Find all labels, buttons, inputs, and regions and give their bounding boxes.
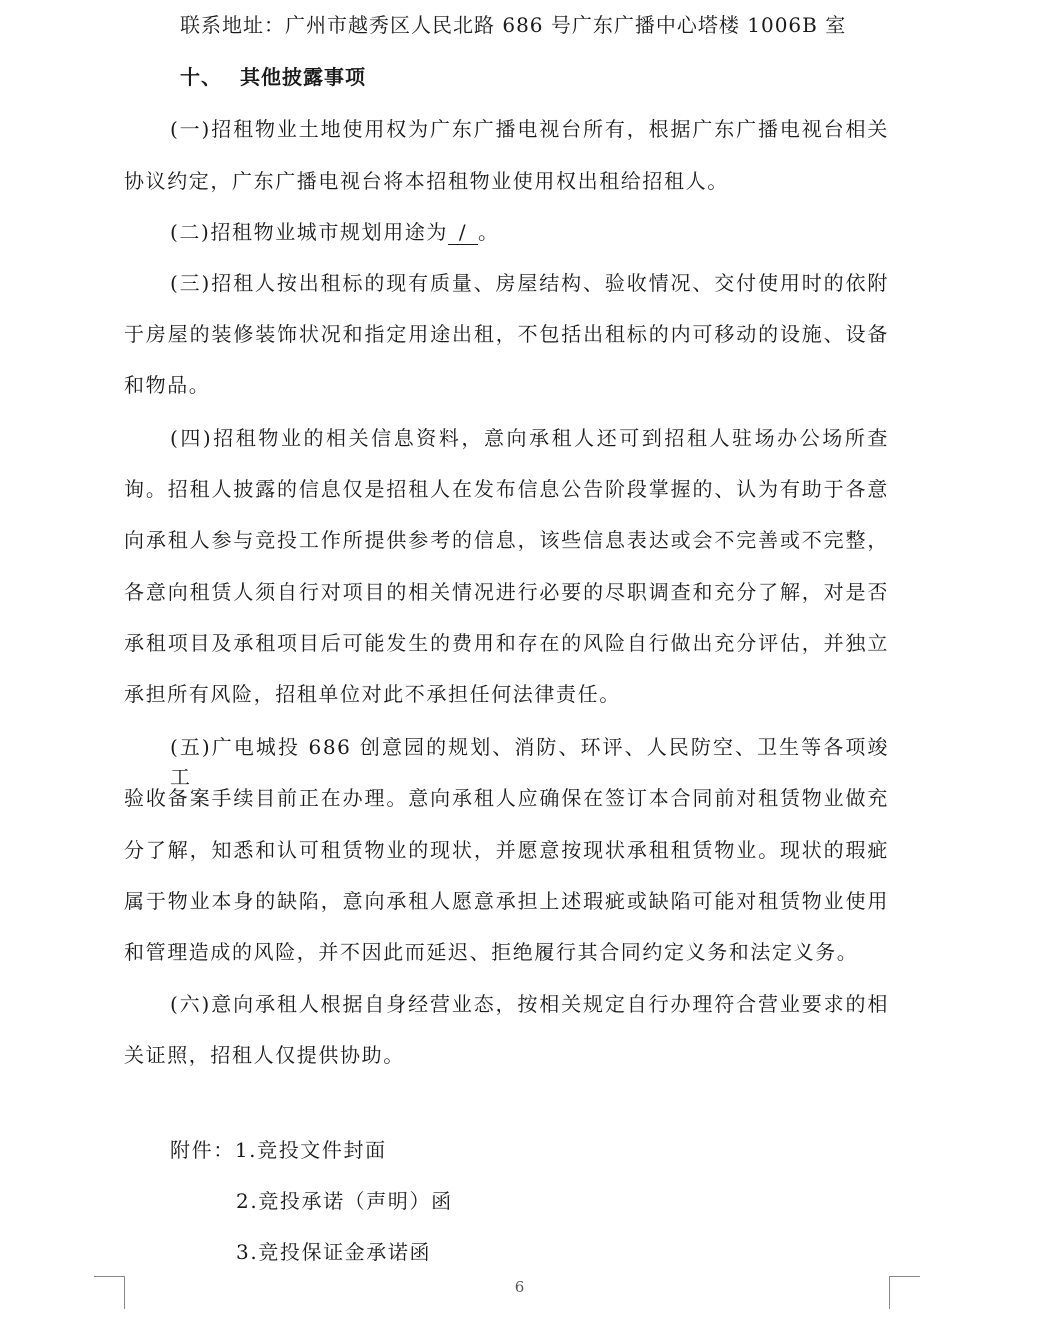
page-number: 6 <box>514 1278 525 1296</box>
section-heading <box>180 62 945 92</box>
paragraph-2-suffix: 。 <box>478 220 500 244</box>
paragraph-2-prefix: (二)招租物业城市规划用途为 <box>170 220 449 244</box>
attachment-item-3: 3.竞投保证金承诺函 <box>236 1240 432 1264</box>
paragraph-4-line-3: 向承租人参与竞投工作所提供参考的信息，该些信息表达或会不完善或不完整， <box>124 528 889 552</box>
paragraph-4-line-6: 承担所有风险，招租单位对此不承担任何法律责任。 <box>124 682 621 706</box>
paragraph-4-line-1: (四)招租物业的相关信息资料，意向承租人还可到招租人驻场办公场所查 <box>170 426 889 450</box>
paragraph-5-line-5: 和管理造成的风险，并不因此而延迟、拒绝履行其合同约定义务和法定义务。 <box>124 940 859 964</box>
section-number: 十、 <box>180 65 222 89</box>
planning-use-blank: / <box>448 220 478 245</box>
attachment-item-2: 2.竞投承诺（声明）函 <box>236 1189 453 1213</box>
paragraph-4-line-4: 各意向租赁人须自行对项目的相关情况进行必要的尽职调查和充分了解，对是否 <box>124 580 889 604</box>
paragraph-6-line-2: 关证照，招租人仅提供协助。 <box>124 1043 405 1067</box>
attachments-label-text: 附件： <box>170 1138 235 1162</box>
paragraph-3-line-2: 于房屋的装修装饰状况和指定用途出租，不包括出租标的内可移动的设施、设备 <box>124 322 889 346</box>
paragraph-3-line-3: 和物品。 <box>124 373 211 397</box>
paragraph-5-line-4: 属于物业本身的缺陷，意向承租人愿意承担上述瑕疵或缺陷可能对租赁物业使用 <box>124 889 889 913</box>
paragraph-1-line-1: (一)招租物业土地使用权为广东广播电视台所有，根据广东广播电视台相关 <box>170 117 889 141</box>
paragraph-6-line-1: (六)意向承租人根据自身经营业态，按相关规定自行办理符合营业要求的相 <box>170 992 889 1016</box>
section-title: 其他披露事项 <box>240 65 366 89</box>
paragraph-4-line-5: 承租项目及承租项目后可能发生的费用和存在的风险自行做出充分评估，并独立 <box>124 631 889 655</box>
paragraph-4-line-2: 询。招租人披露的信息仅是招租人在发布信息公告阶段掌握的、认为有助于各意 <box>124 477 889 501</box>
paragraph-5-line-2: 验收备案手续目前正在办理。意向承租人应确保在签订本合同前对租赁物业做充 <box>124 786 889 810</box>
paragraph-2 <box>170 217 889 247</box>
paragraph-5-line-3: 分了解，知悉和认可租赁物业的现状，并愿意按现状承租租赁物业。现状的瑕疵 <box>124 838 889 862</box>
attachments-label <box>170 1135 470 1165</box>
attachment-item-1: 1.竞投文件封面 <box>234 1138 387 1162</box>
paragraph-5-line-1: (五)广电城投 686 创意园的规划、消防、环评、人民防空、卫生等各项竣工 <box>170 735 889 789</box>
contact-address: 联系地址：广州市越秀区人民北路 686 号广东广播中心塔楼 1006B 室 <box>180 13 847 37</box>
paragraph-1-line-2: 协议约定，广东广播电视台将本招租物业使用权出租给招租人。 <box>124 169 729 193</box>
paragraph-3-line-1: (三)招租人按出租标的现有质量、房屋结构、验收情况、交付使用时的依附 <box>170 271 889 295</box>
